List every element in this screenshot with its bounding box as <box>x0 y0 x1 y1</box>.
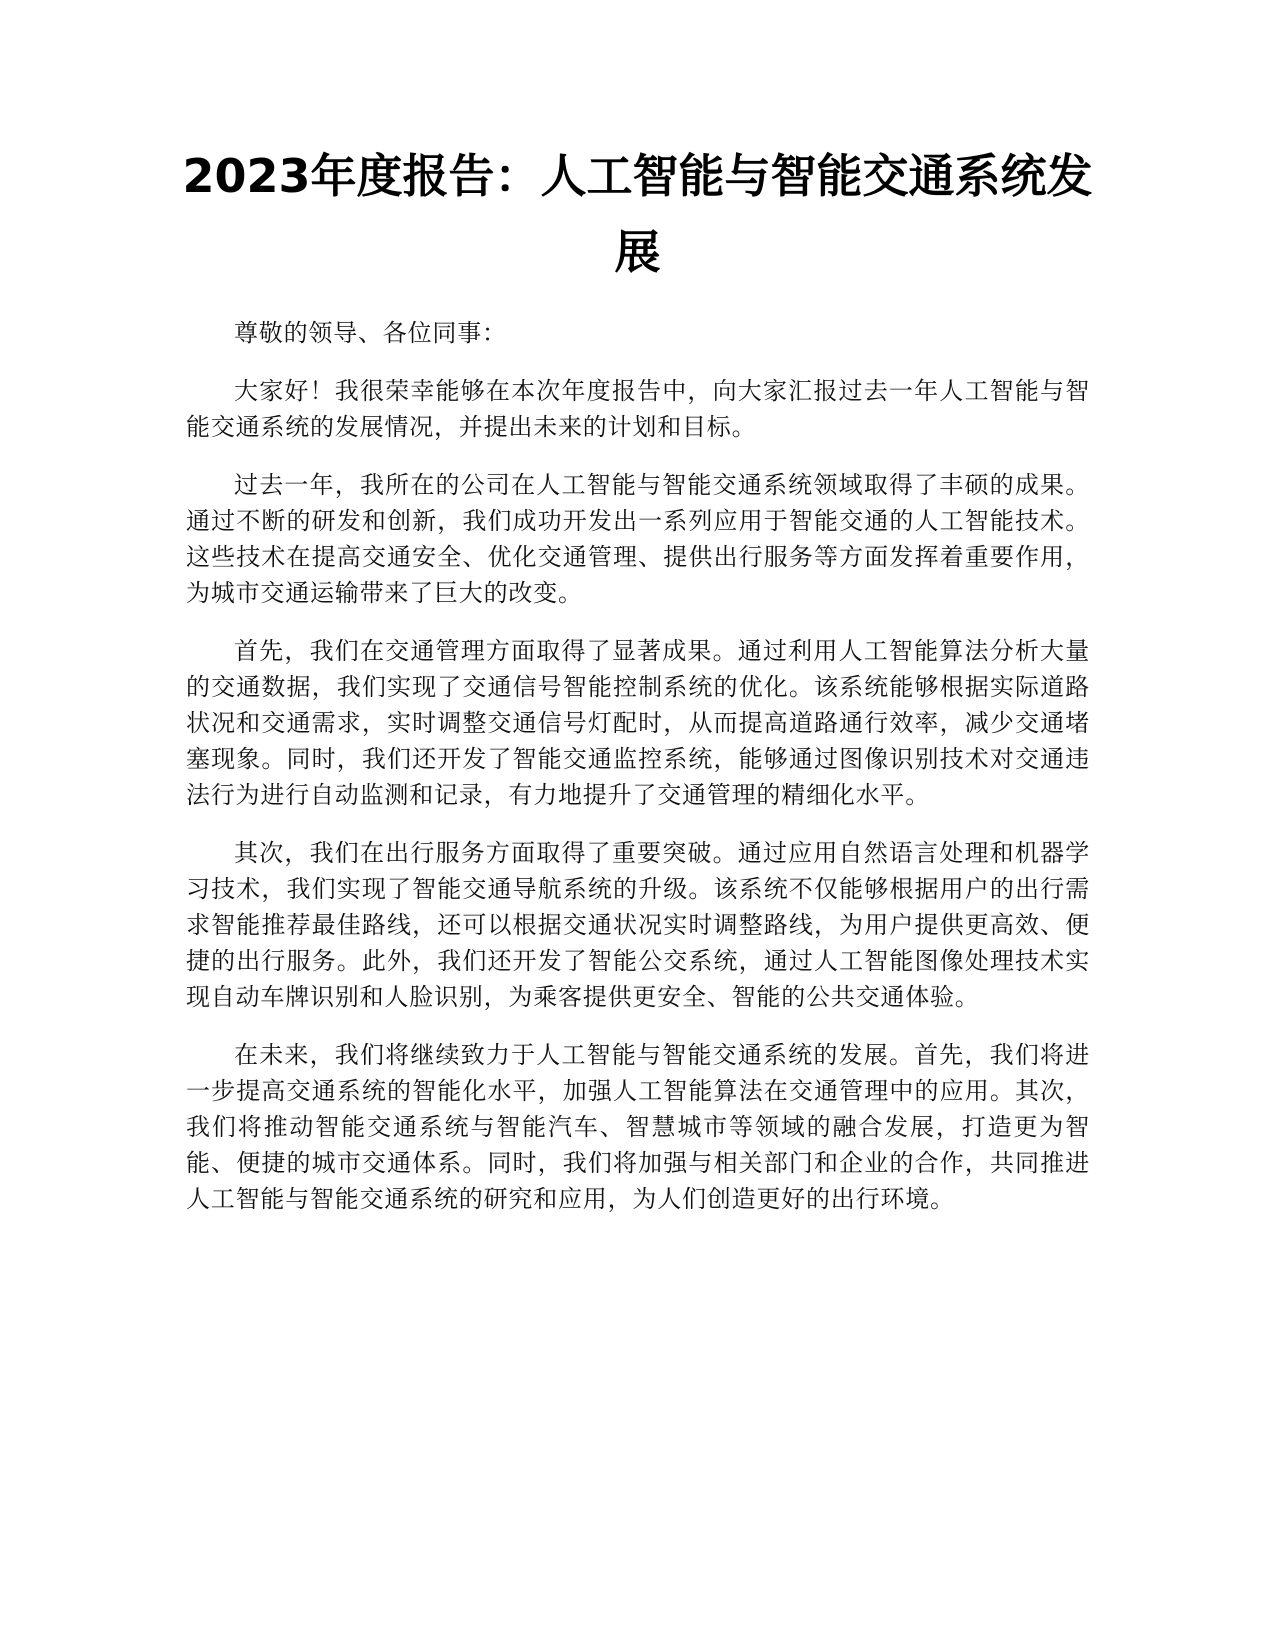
document-body <box>186 315 1090 1239</box>
greeting-paragraph: 大家好！我很荣幸能够在本次年度报告中，向大家汇报过去一年人工智能与智能交通系统的发展情况，并提出未来的计划和目标。 <box>186 377 1090 441</box>
achievements-paragraph: 过去一年，我所在的公司在人工智能与智能交通系统领域取得了丰硕的成果。通过不断的研发和创新，我们成功开发出一系列应用于智能交通的人工智能技术。这些技术在提高交通安全、优化交通管理、提供出行服务等方面发挥着重要作用，为城市交通运输带来了巨大的改变。 <box>186 471 1090 607</box>
traffic-management-paragraph: 首先，我们在交通管理方面取得了显著成果。通过利用人工智能算法分析大量的交通数据，我们实现了交通信号智能控制系统的优化。该系统能够根据实际道路状况和交通需求，实时调整交通信号灯配时，从而提高道路通行效率，减少交通堵塞现象。同时，我们还开发了智能交通监控系统，能够通过图像识别技术对交通违法行为进行自动监测和记录，有力地提升了交通管理的精细化水平。 <box>186 637 1090 809</box>
future-plans-paragraph: 在未来，我们将继续致力于人工智能与智能交通系统的发展。首先，我们将进一步提高交通系统的智能化水平，加强人工智能算法在交通管理中的应用。其次，我们将推动智能交通系统与智能汽车、智慧城市等领域的融合发展，打造更为智能、便捷的城市交通体系。同时，我们将加强与相关部门和企业的合作，共同推进人工智能与智能交通系统的研究和应用，为人们创造更好的出行环境。 <box>186 1041 1090 1213</box>
travel-services-paragraph: 其次，我们在出行服务方面取得了重要突破。通过应用自然语言处理和机器学习技术，我们实现了智能交通导航系统的升级。该系统不仅能够根据用户的出行需求智能推荐最佳路线，还可以根据交通状况实时调整路线，为用户提供更高效、便捷的出行服务。此外，我们还开发了智能公交系统，通过人工智能图像处理技术实现自动车牌识别和人脸识别，为乘客提供更安全、智能的公共交通体验。 <box>186 839 1090 1011</box>
salutation-paragraph: 尊敬的领导、各位同事： <box>234 319 507 347</box>
document-title: 2023年度报告：人工智能与智能交通系统发展 <box>182 149 1093 279</box>
